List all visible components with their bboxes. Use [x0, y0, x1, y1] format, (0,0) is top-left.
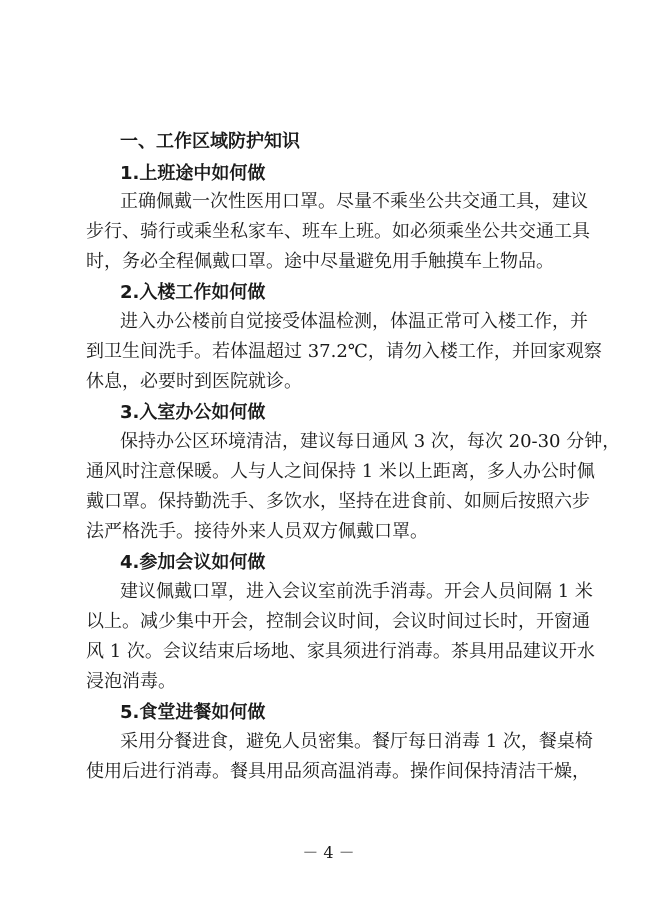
paragraph-line: 戴口罩。保持勤洗手、多饮水，坚持在进食前、如厕后按照六步	[86, 491, 590, 512]
section-title: 一、工作区域防护知识	[120, 131, 300, 152]
paragraph-line: 通风时注意保暖。人与人之间保持 1 米以上距离，多人办公时佩	[86, 461, 595, 482]
heading-office-work: 3.入室办公如何做	[120, 402, 266, 423]
paragraph-line: 使用后进行消毒。餐具用品须高温消毒。操作间保持清洁干燥，	[86, 761, 590, 782]
heading-commute: 1.上班途中如何做	[120, 163, 266, 184]
paragraph-line: 浸泡消毒。	[86, 671, 176, 692]
paragraph-line: 休息，必要时到医院就诊。	[86, 371, 302, 392]
heading-canteen: 5.食堂进餐如何做	[120, 702, 266, 723]
paragraph-line: 时，务必全程佩戴口罩。途中尽量避免用手触摸车上物品。	[86, 251, 554, 272]
paragraph-line: 保持办公区环境清洁，建议每日通风 3 次，每次 20-30 分钟，	[120, 431, 621, 452]
paragraph-line: 以上。减少集中开会，控制会议时间，会议时间过长时，开窗通	[86, 611, 590, 632]
paragraph-line: 进入办公楼前自觉接受体温检测，体温正常可入楼工作，并	[120, 311, 588, 332]
page-number: － 4 －	[302, 843, 355, 862]
heading-meetings: 4.参加会议如何做	[120, 552, 266, 573]
paragraph-line: 到卫生间洗手。若体温超过 37.2℃，请勿入楼工作，并回家观察	[86, 341, 602, 362]
paragraph-line: 建议佩戴口罩，进入会议室前洗手消毒。开会人员间隔 1 米	[120, 581, 593, 602]
paragraph-line: 正确佩戴一次性医用口罩。尽量不乘坐公共交通工具，建议	[120, 191, 588, 212]
paragraph-line: 法严格洗手。接待外来人员双方佩戴口罩。	[86, 521, 428, 542]
paragraph-line: 风 1 次。会议结束后场地、家具须进行消毒。茶具用品建议开水	[86, 641, 595, 662]
paragraph-line: 采用分餐进食，避免人员密集。餐厅每日消毒 1 次，餐桌椅	[120, 731, 593, 752]
heading-enter-building: 2.入楼工作如何做	[120, 282, 266, 303]
paragraph-line: 步行、骑行或乘坐私家车、班车上班。如必须乘坐公共交通工具	[86, 221, 590, 242]
